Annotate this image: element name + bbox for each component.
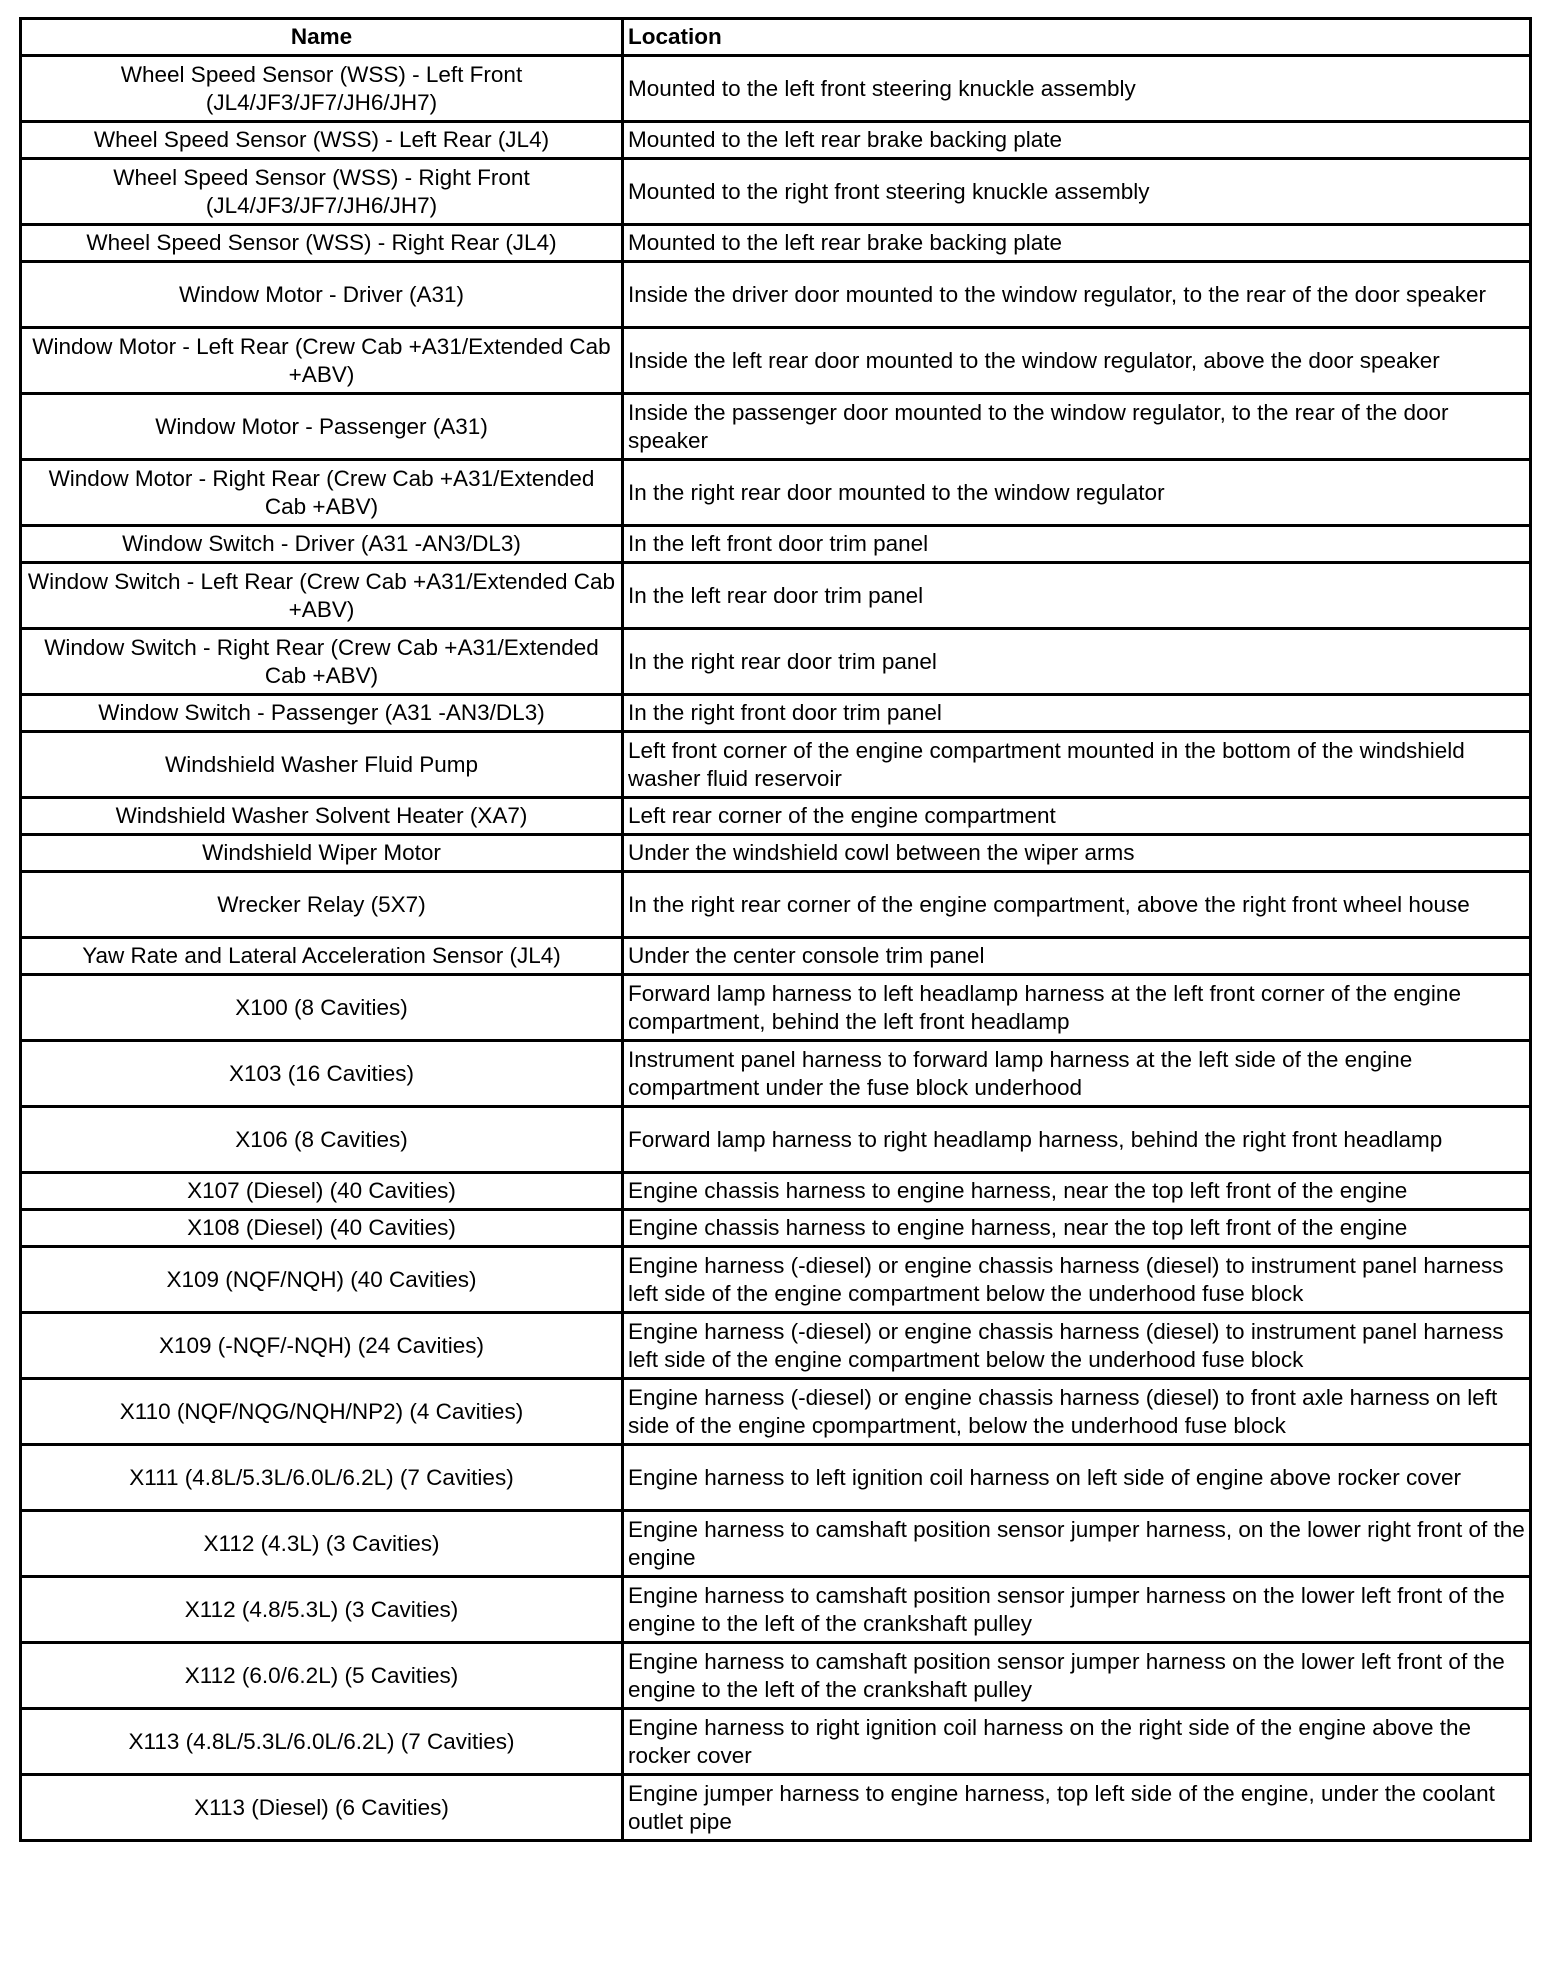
component-location-cell: Engine harness (-diesel) or engine chassis harness (diesel) to instrument panel harness left side of the engine compartment below the underhood fuse block bbox=[623, 1313, 1531, 1379]
component-location-cell: Left rear corner of the engine compartment bbox=[623, 798, 1531, 835]
component-name-cell: X112 (4.3L) (3 Cavities) bbox=[21, 1511, 623, 1577]
component-location-cell: In the left front door trim panel bbox=[623, 526, 1531, 563]
table-row bbox=[21, 1709, 1531, 1775]
component-location-cell: Forward lamp harness to left headlamp harness at the left front corner of the engine compartment, behind the left front headlamp bbox=[623, 975, 1531, 1041]
table-row bbox=[21, 1643, 1531, 1709]
component-location-table bbox=[19, 17, 1532, 1842]
table-row bbox=[21, 1379, 1531, 1445]
component-name-cell: Wrecker Relay (5X7) bbox=[21, 872, 623, 938]
component-name-cell: Wheel Speed Sensor (WSS) - Left Front (JL4/JF3/JF7/JH6/JH7) bbox=[21, 56, 623, 122]
component-location-cell: Engine jumper harness to engine harness, top left side of the engine, under the coolant outlet pipe bbox=[623, 1775, 1531, 1841]
component-name-cell: Windshield Wiper Motor bbox=[21, 835, 623, 872]
table-row bbox=[21, 56, 1531, 122]
table-row bbox=[21, 122, 1531, 159]
component-name-cell: Wheel Speed Sensor (WSS) - Left Rear (JL4) bbox=[21, 122, 623, 159]
component-name-cell: Window Switch - Driver (A31 -AN3/DL3) bbox=[21, 526, 623, 563]
component-name-cell: Windshield Washer Solvent Heater (XA7) bbox=[21, 798, 623, 835]
column-header-name: Name bbox=[21, 19, 623, 56]
header-row bbox=[21, 19, 1531, 56]
table-row bbox=[21, 1445, 1531, 1511]
component-location-cell: Mounted to the left rear brake backing plate bbox=[623, 225, 1531, 262]
table-row bbox=[21, 328, 1531, 394]
component-location-cell: In the right rear door mounted to the window regulator bbox=[623, 460, 1531, 526]
table-row bbox=[21, 938, 1531, 975]
component-location-cell: Under the windshield cowl between the wiper arms bbox=[623, 835, 1531, 872]
component-location-cell: In the right rear corner of the engine compartment, above the right front wheel house bbox=[623, 872, 1531, 938]
table-row bbox=[21, 1511, 1531, 1577]
table-row bbox=[21, 1775, 1531, 1841]
table-row bbox=[21, 1210, 1531, 1247]
table-row bbox=[21, 872, 1531, 938]
component-location-cell: Under the center console trim panel bbox=[623, 938, 1531, 975]
component-name-cell: X106 (8 Cavities) bbox=[21, 1107, 623, 1173]
table-row bbox=[21, 1107, 1531, 1173]
component-location-cell: Engine harness to camshaft position sensor jumper harness, on the lower right front of the engine bbox=[623, 1511, 1531, 1577]
component-name-cell: X112 (6.0/6.2L) (5 Cavities) bbox=[21, 1643, 623, 1709]
component-location-cell: In the right front door trim panel bbox=[623, 695, 1531, 732]
component-name-cell: Wheel Speed Sensor (WSS) - Right Rear (JL4) bbox=[21, 225, 623, 262]
component-location-cell: In the left rear door trim panel bbox=[623, 563, 1531, 629]
component-location-cell: Forward lamp harness to right headlamp harness, behind the right front headlamp bbox=[623, 1107, 1531, 1173]
column-header-location: Location bbox=[623, 19, 1531, 56]
component-name-cell: X109 (-NQF/-NQH) (24 Cavities) bbox=[21, 1313, 623, 1379]
component-location-cell: Engine harness to left ignition coil harness on left side of engine above rocker cover bbox=[623, 1445, 1531, 1511]
table-row bbox=[21, 225, 1531, 262]
component-location-cell: Instrument panel harness to forward lamp harness at the left side of the engine compartment under the fuse block underhood bbox=[623, 1041, 1531, 1107]
component-name-cell: X113 (4.8L/5.3L/6.0L/6.2L) (7 Cavities) bbox=[21, 1709, 623, 1775]
table-row bbox=[21, 526, 1531, 563]
component-location-cell: Engine harness (-diesel) or engine chassis harness (diesel) to instrument panel harness left side of the engine compartment below the underhood fuse block bbox=[623, 1247, 1531, 1313]
component-location-cell: Engine harness to right ignition coil harness on the right side of the engine above the rocker cover bbox=[623, 1709, 1531, 1775]
component-location-cell: Inside the driver door mounted to the window regulator, to the rear of the door speaker bbox=[623, 262, 1531, 328]
table-row bbox=[21, 1313, 1531, 1379]
component-name-cell: Windshield Washer Fluid Pump bbox=[21, 732, 623, 798]
table-row bbox=[21, 1577, 1531, 1643]
table-row bbox=[21, 835, 1531, 872]
component-name-cell: X110 (NQF/NQG/NQH/NP2) (4 Cavities) bbox=[21, 1379, 623, 1445]
component-name-cell: Window Motor - Left Rear (Crew Cab +A31/Extended Cab +ABV) bbox=[21, 328, 623, 394]
component-location-cell: Left front corner of the engine compartment mounted in the bottom of the windshield washer fluid reservoir bbox=[623, 732, 1531, 798]
table-row bbox=[21, 159, 1531, 225]
document-page bbox=[19, 17, 1529, 1842]
component-location-cell: Engine chassis harness to engine harness, near the top left front of the engine bbox=[623, 1210, 1531, 1247]
component-name-cell: Yaw Rate and Lateral Acceleration Sensor (JL4) bbox=[21, 938, 623, 975]
component-location-cell: In the right rear door trim panel bbox=[623, 629, 1531, 695]
component-location-cell: Engine harness to camshaft position sensor jumper harness on the lower left front of the engine to the left of the crankshaft pulley bbox=[623, 1643, 1531, 1709]
component-location-cell: Engine harness (-diesel) or engine chassis harness (diesel) to front axle harness on left side of the engine cpompartment, below the underhood fuse block bbox=[623, 1379, 1531, 1445]
component-location-cell: Engine harness to camshaft position sensor jumper harness on the lower left front of the engine to the left of the crankshaft pulley bbox=[623, 1577, 1531, 1643]
component-name-cell: Window Motor - Right Rear (Crew Cab +A31/Extended Cab +ABV) bbox=[21, 460, 623, 526]
component-name-cell: Window Motor - Passenger (A31) bbox=[21, 394, 623, 460]
component-name-cell: X109 (NQF/NQH) (40 Cavities) bbox=[21, 1247, 623, 1313]
component-location-cell: Inside the left rear door mounted to the window regulator, above the door speaker bbox=[623, 328, 1531, 394]
component-location-cell: Mounted to the left rear brake backing plate bbox=[623, 122, 1531, 159]
table-row bbox=[21, 798, 1531, 835]
table-row bbox=[21, 563, 1531, 629]
component-name-cell: X111 (4.8L/5.3L/6.0L/6.2L) (7 Cavities) bbox=[21, 1445, 623, 1511]
component-name-cell: X112 (4.8/5.3L) (3 Cavities) bbox=[21, 1577, 623, 1643]
component-name-cell: X108 (Diesel) (40 Cavities) bbox=[21, 1210, 623, 1247]
table-row bbox=[21, 460, 1531, 526]
component-name-cell: Window Motor - Driver (A31) bbox=[21, 262, 623, 328]
component-name-cell: Window Switch - Left Rear (Crew Cab +A31/Extended Cab +ABV) bbox=[21, 563, 623, 629]
table-row bbox=[21, 394, 1531, 460]
table-row bbox=[21, 629, 1531, 695]
component-name-cell: Wheel Speed Sensor (WSS) - Right Front (JL4/JF3/JF7/JH6/JH7) bbox=[21, 159, 623, 225]
component-location-cell: Engine chassis harness to engine harness, near the top left front of the engine bbox=[623, 1173, 1531, 1210]
component-name-cell: X113 (Diesel) (6 Cavities) bbox=[21, 1775, 623, 1841]
table-row bbox=[21, 975, 1531, 1041]
component-location-cell: Mounted to the left front steering knuckle assembly bbox=[623, 56, 1531, 122]
component-name-cell: X100 (8 Cavities) bbox=[21, 975, 623, 1041]
table-row bbox=[21, 1041, 1531, 1107]
table-row bbox=[21, 732, 1531, 798]
component-name-cell: Window Switch - Right Rear (Crew Cab +A31/Extended Cab +ABV) bbox=[21, 629, 623, 695]
table-body bbox=[21, 56, 1531, 1841]
table-row bbox=[21, 1173, 1531, 1210]
component-name-cell: X107 (Diesel) (40 Cavities) bbox=[21, 1173, 623, 1210]
component-name-cell: X103 (16 Cavities) bbox=[21, 1041, 623, 1107]
component-location-cell: Mounted to the right front steering knuckle assembly bbox=[623, 159, 1531, 225]
component-location-cell: Inside the passenger door mounted to the window regulator, to the rear of the door speaker bbox=[623, 394, 1531, 460]
table-row bbox=[21, 1247, 1531, 1313]
table-row bbox=[21, 695, 1531, 732]
table-row bbox=[21, 262, 1531, 328]
component-name-cell: Window Switch - Passenger (A31 -AN3/DL3) bbox=[21, 695, 623, 732]
